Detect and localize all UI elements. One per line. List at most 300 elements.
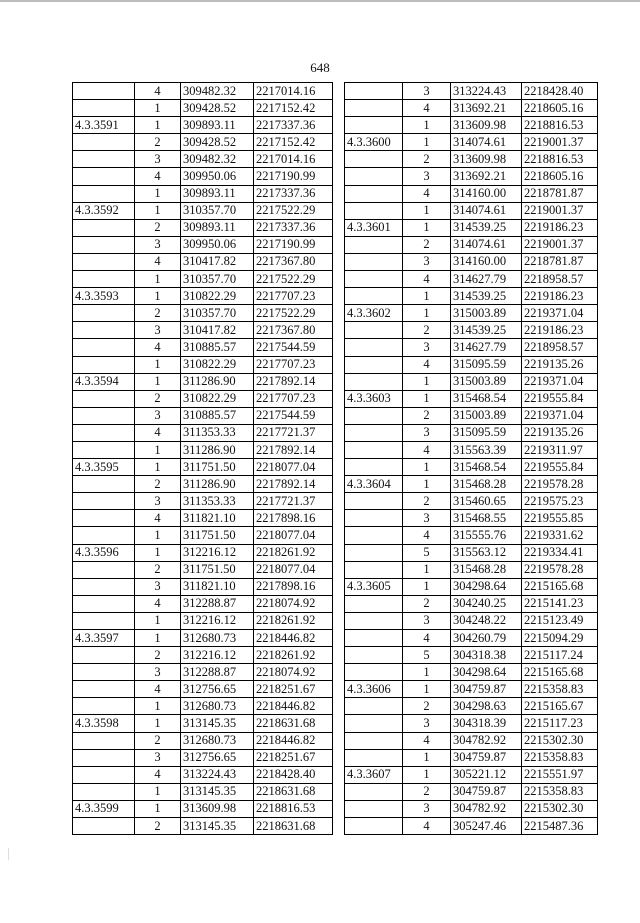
table-row (345, 185, 598, 202)
table-left-body (73, 83, 333, 835)
point-number-cell: 1 (403, 288, 451, 305)
parcel-id-cell (345, 698, 403, 715)
parcel-id-cell (345, 339, 403, 356)
y-coordinate-cell: 2219371.04 (522, 407, 598, 424)
point-number-cell: 2 (135, 134, 181, 151)
parcel-id-cell (73, 253, 135, 270)
coordinates-table-right (344, 82, 598, 835)
x-coordinate-cell: 315468.55 (451, 510, 522, 527)
table-row (345, 681, 598, 698)
parcel-id-cell (345, 168, 403, 185)
table-right-body (345, 83, 598, 835)
point-number-cell: 3 (403, 253, 451, 270)
x-coordinate-cell: 314627.79 (451, 271, 522, 288)
y-coordinate-cell: 2219186.23 (522, 322, 598, 339)
y-coordinate-cell: 2218446.82 (254, 630, 333, 647)
y-coordinate-cell: 2218261.92 (254, 544, 333, 561)
table-row (73, 544, 333, 561)
parcel-id-cell (345, 647, 403, 664)
point-number-cell: 1 (403, 219, 451, 236)
parcel-id-cell (73, 510, 135, 527)
y-coordinate-cell: 2219575.23 (522, 493, 598, 510)
x-coordinate-cell: 314627.79 (451, 339, 522, 356)
table-row (345, 356, 598, 373)
point-number-cell: 1 (135, 271, 181, 288)
x-coordinate-cell: 305221.12 (451, 766, 522, 783)
point-number-cell: 3 (135, 407, 181, 424)
parcel-id-cell (345, 493, 403, 510)
x-coordinate-cell: 304240.25 (451, 595, 522, 612)
table-row (345, 134, 598, 151)
x-coordinate-cell: 311286.90 (181, 373, 254, 390)
table-row (345, 783, 598, 800)
table-row (345, 578, 598, 595)
table-row (73, 715, 333, 732)
x-coordinate-cell: 312680.73 (181, 698, 254, 715)
table-row (345, 561, 598, 578)
x-coordinate-cell: 312288.87 (181, 664, 254, 681)
table-row (73, 373, 333, 390)
parcel-id-cell (345, 83, 403, 100)
table-row (345, 168, 598, 185)
table-row (73, 407, 333, 424)
point-number-cell: 1 (403, 766, 451, 783)
y-coordinate-cell: 2215302.30 (522, 800, 598, 817)
parcel-id-cell (73, 356, 135, 373)
y-coordinate-cell: 2217707.23 (254, 390, 333, 407)
point-number-cell: 4 (135, 510, 181, 527)
x-coordinate-cell: 315468.54 (451, 390, 522, 407)
table-row (345, 766, 598, 783)
point-number-cell: 4 (403, 100, 451, 117)
table-row (73, 185, 333, 202)
table-row (345, 715, 598, 732)
page-number: 648 (310, 60, 330, 75)
x-coordinate-cell: 312216.12 (181, 612, 254, 629)
y-coordinate-cell: 2217152.42 (254, 134, 333, 151)
x-coordinate-cell: 304298.64 (451, 578, 522, 595)
x-coordinate-cell: 311821.10 (181, 510, 254, 527)
point-number-cell: 4 (135, 253, 181, 270)
y-coordinate-cell: 2215358.83 (522, 749, 598, 766)
parcel-id-cell: 4.3.3599 (73, 800, 135, 817)
x-coordinate-cell: 313692.21 (451, 168, 522, 185)
point-number-cell: 2 (135, 219, 181, 236)
point-number-cell: 1 (403, 578, 451, 595)
table-row (345, 527, 598, 544)
parcel-id-cell (73, 476, 135, 493)
table-row (345, 476, 598, 493)
table-row (73, 681, 333, 698)
point-number-cell: 1 (135, 612, 181, 629)
y-coordinate-cell: 2219135.26 (522, 424, 598, 441)
table-row (73, 236, 333, 253)
y-coordinate-cell: 2218631.68 (254, 818, 333, 835)
y-coordinate-cell: 2215094.29 (522, 630, 598, 647)
table-row (345, 339, 598, 356)
parcel-id-cell (345, 236, 403, 253)
y-coordinate-cell: 2219311.97 (522, 441, 598, 458)
point-number-cell: 4 (403, 441, 451, 458)
point-number-cell: 3 (403, 168, 451, 185)
point-number-cell: 4 (403, 271, 451, 288)
table-row (73, 561, 333, 578)
parcel-id-cell (73, 664, 135, 681)
x-coordinate-cell: 313692.21 (451, 100, 522, 117)
y-coordinate-cell: 2217721.37 (254, 493, 333, 510)
y-coordinate-cell: 2219578.28 (522, 476, 598, 493)
y-coordinate-cell: 2217337.36 (254, 185, 333, 202)
parcel-id-cell (345, 715, 403, 732)
table-row (73, 339, 333, 356)
x-coordinate-cell: 309893.11 (181, 117, 254, 134)
point-number-cell: 2 (135, 561, 181, 578)
table-row (345, 236, 598, 253)
point-number-cell: 1 (135, 527, 181, 544)
y-coordinate-cell: 2218251.67 (254, 681, 333, 698)
coordinates-table-left (72, 82, 333, 835)
point-number-cell: 2 (135, 647, 181, 664)
table-row (345, 373, 598, 390)
x-coordinate-cell: 310417.82 (181, 253, 254, 270)
point-number-cell: 1 (135, 117, 181, 134)
table-row (73, 578, 333, 595)
table-row (345, 493, 598, 510)
parcel-id-cell (73, 561, 135, 578)
x-coordinate-cell: 314074.61 (451, 134, 522, 151)
point-number-cell: 3 (135, 578, 181, 595)
y-coordinate-cell: 2219555.84 (522, 390, 598, 407)
point-number-cell: 4 (403, 527, 451, 544)
y-coordinate-cell: 2215117.23 (522, 715, 598, 732)
point-number-cell: 1 (135, 100, 181, 117)
table-row (345, 407, 598, 424)
point-number-cell: 1 (135, 459, 181, 476)
x-coordinate-cell: 311751.50 (181, 527, 254, 544)
scan-edge-mark (8, 848, 9, 860)
table-row (73, 493, 333, 510)
y-coordinate-cell: 2217014.16 (254, 83, 333, 100)
page-top-rule (0, 0, 640, 2)
table-row (345, 202, 598, 219)
point-number-cell: 3 (135, 493, 181, 510)
y-coordinate-cell: 2218631.68 (254, 783, 333, 800)
x-coordinate-cell: 313609.98 (181, 800, 254, 817)
table-row (345, 390, 598, 407)
y-coordinate-cell: 2217367.80 (254, 322, 333, 339)
x-coordinate-cell: 310822.29 (181, 356, 254, 373)
table-row (73, 595, 333, 612)
y-coordinate-cell: 2217892.14 (254, 441, 333, 458)
parcel-id-cell (73, 595, 135, 612)
table-row (73, 83, 333, 100)
parcel-id-cell: 4.3.3593 (73, 288, 135, 305)
parcel-id-cell (73, 732, 135, 749)
y-coordinate-cell: 2218077.04 (254, 561, 333, 578)
table-row (73, 305, 333, 322)
parcel-id-cell (345, 544, 403, 561)
y-coordinate-cell: 2218958.57 (522, 271, 598, 288)
x-coordinate-cell: 313609.98 (451, 151, 522, 168)
point-number-cell: 1 (403, 390, 451, 407)
y-coordinate-cell: 2217014.16 (254, 151, 333, 168)
table-row (345, 322, 598, 339)
table-row (73, 766, 333, 783)
x-coordinate-cell: 315460.65 (451, 493, 522, 510)
parcel-id-cell (345, 459, 403, 476)
point-number-cell: 1 (135, 185, 181, 202)
point-number-cell: 2 (135, 476, 181, 493)
point-number-cell: 4 (403, 818, 451, 835)
table-row (73, 612, 333, 629)
point-number-cell: 3 (403, 800, 451, 817)
parcel-id-cell (345, 271, 403, 288)
parcel-id-cell (345, 424, 403, 441)
x-coordinate-cell: 315095.59 (451, 424, 522, 441)
y-coordinate-cell: 2217892.14 (254, 476, 333, 493)
table-row (73, 219, 333, 236)
y-coordinate-cell: 2217721.37 (254, 424, 333, 441)
parcel-id-cell (73, 168, 135, 185)
y-coordinate-cell: 2217337.36 (254, 117, 333, 134)
table-row (73, 288, 333, 305)
parcel-id-cell (73, 151, 135, 168)
parcel-id-cell: 4.3.3597 (73, 630, 135, 647)
table-row (345, 253, 598, 270)
parcel-id-cell (73, 527, 135, 544)
parcel-id-cell (73, 578, 135, 595)
x-coordinate-cell: 314074.61 (451, 236, 522, 253)
y-coordinate-cell: 2215358.83 (522, 783, 598, 800)
parcel-id-cell: 4.3.3604 (345, 476, 403, 493)
parcel-id-cell: 4.3.3606 (345, 681, 403, 698)
parcel-id-cell (73, 441, 135, 458)
table-row (73, 664, 333, 681)
y-coordinate-cell: 2215165.68 (522, 664, 598, 681)
x-coordinate-cell: 313145.35 (181, 715, 254, 732)
x-coordinate-cell: 304260.79 (451, 630, 522, 647)
table-row (345, 510, 598, 527)
point-number-cell: 1 (135, 373, 181, 390)
y-coordinate-cell: 2217544.59 (254, 407, 333, 424)
x-coordinate-cell: 315468.28 (451, 561, 522, 578)
x-coordinate-cell: 304298.63 (451, 698, 522, 715)
x-coordinate-cell: 311353.33 (181, 424, 254, 441)
x-coordinate-cell: 309428.52 (181, 134, 254, 151)
point-number-cell: 1 (403, 373, 451, 390)
y-coordinate-cell: 2217707.23 (254, 288, 333, 305)
y-coordinate-cell: 2215302.30 (522, 732, 598, 749)
point-number-cell: 1 (135, 715, 181, 732)
table-row (73, 117, 333, 134)
x-coordinate-cell: 312288.87 (181, 595, 254, 612)
point-number-cell: 2 (403, 151, 451, 168)
y-coordinate-cell: 2215123.49 (522, 612, 598, 629)
parcel-id-cell (345, 253, 403, 270)
point-number-cell: 2 (135, 390, 181, 407)
point-number-cell: 1 (135, 356, 181, 373)
point-number-cell: 1 (135, 202, 181, 219)
x-coordinate-cell: 311286.90 (181, 441, 254, 458)
table-row (345, 732, 598, 749)
y-coordinate-cell: 2219555.85 (522, 510, 598, 527)
table-row (73, 527, 333, 544)
point-number-cell: 2 (403, 698, 451, 715)
x-coordinate-cell: 313609.98 (451, 117, 522, 134)
point-number-cell: 4 (403, 630, 451, 647)
parcel-id-cell (345, 527, 403, 544)
point-number-cell: 2 (403, 783, 451, 800)
table-row (345, 647, 598, 664)
parcel-id-cell (345, 202, 403, 219)
x-coordinate-cell: 311353.33 (181, 493, 254, 510)
y-coordinate-cell: 2218261.92 (254, 612, 333, 629)
point-number-cell: 1 (403, 134, 451, 151)
point-number-cell: 4 (135, 595, 181, 612)
y-coordinate-cell: 2217190.99 (254, 236, 333, 253)
parcel-id-cell (345, 732, 403, 749)
table-row (73, 698, 333, 715)
point-number-cell: 4 (135, 424, 181, 441)
x-coordinate-cell: 304298.64 (451, 664, 522, 681)
x-coordinate-cell: 311751.50 (181, 459, 254, 476)
parcel-id-cell (345, 800, 403, 817)
point-number-cell: 5 (403, 647, 451, 664)
y-coordinate-cell: 2218251.67 (254, 749, 333, 766)
parcel-id-cell (345, 749, 403, 766)
table-row (73, 424, 333, 441)
x-coordinate-cell: 313145.35 (181, 818, 254, 835)
point-number-cell: 5 (403, 544, 451, 561)
x-coordinate-cell: 312756.65 (181, 681, 254, 698)
parcel-id-cell: 4.3.3592 (73, 202, 135, 219)
x-coordinate-cell: 310822.29 (181, 288, 254, 305)
parcel-id-cell (345, 151, 403, 168)
y-coordinate-cell: 2219371.04 (522, 305, 598, 322)
y-coordinate-cell: 2218781.87 (522, 185, 598, 202)
table-row (73, 151, 333, 168)
y-coordinate-cell: 2218428.40 (522, 83, 598, 100)
y-coordinate-cell: 2217190.99 (254, 168, 333, 185)
parcel-id-cell (73, 390, 135, 407)
parcel-id-cell (73, 783, 135, 800)
y-coordinate-cell: 2219371.04 (522, 373, 598, 390)
x-coordinate-cell: 310357.70 (181, 271, 254, 288)
table-row (345, 544, 598, 561)
point-number-cell: 2 (403, 236, 451, 253)
parcel-id-cell: 4.3.3600 (345, 134, 403, 151)
point-number-cell: 4 (135, 168, 181, 185)
y-coordinate-cell: 2219135.26 (522, 356, 598, 373)
table-row (345, 83, 598, 100)
x-coordinate-cell: 313224.43 (181, 766, 254, 783)
parcel-id-cell (345, 510, 403, 527)
y-coordinate-cell: 2217898.16 (254, 510, 333, 527)
parcel-id-cell: 4.3.3598 (73, 715, 135, 732)
point-number-cell: 1 (135, 288, 181, 305)
x-coordinate-cell: 310357.70 (181, 202, 254, 219)
point-number-cell: 3 (135, 749, 181, 766)
y-coordinate-cell: 2218428.40 (254, 766, 333, 783)
y-coordinate-cell: 2217522.29 (254, 202, 333, 219)
x-coordinate-cell: 313224.43 (451, 83, 522, 100)
x-coordinate-cell: 314074.61 (451, 202, 522, 219)
parcel-id-cell (73, 305, 135, 322)
point-number-cell: 1 (135, 698, 181, 715)
point-number-cell: 2 (403, 322, 451, 339)
parcel-id-cell: 4.3.3601 (345, 219, 403, 236)
parcel-id-cell: 4.3.3605 (345, 578, 403, 595)
table-row (345, 698, 598, 715)
parcel-id-cell: 4.3.3602 (345, 305, 403, 322)
table-row (345, 800, 598, 817)
x-coordinate-cell: 312680.73 (181, 630, 254, 647)
table-row (73, 818, 333, 835)
x-coordinate-cell: 305247.46 (451, 818, 522, 835)
x-coordinate-cell: 312216.12 (181, 647, 254, 664)
parcel-id-cell: 4.3.3591 (73, 117, 135, 134)
x-coordinate-cell: 311821.10 (181, 578, 254, 595)
point-number-cell: 1 (403, 459, 451, 476)
x-coordinate-cell: 315563.39 (451, 441, 522, 458)
point-number-cell: 4 (403, 356, 451, 373)
x-coordinate-cell: 314160.00 (451, 253, 522, 270)
y-coordinate-cell: 2215165.67 (522, 698, 598, 715)
y-coordinate-cell: 2218631.68 (254, 715, 333, 732)
x-coordinate-cell: 304759.87 (451, 749, 522, 766)
x-coordinate-cell: 310885.57 (181, 339, 254, 356)
y-coordinate-cell: 2218074.92 (254, 664, 333, 681)
parcel-id-cell (73, 134, 135, 151)
x-coordinate-cell: 304759.87 (451, 681, 522, 698)
point-number-cell: 3 (403, 339, 451, 356)
parcel-id-cell (345, 117, 403, 134)
point-number-cell: 3 (403, 612, 451, 629)
table-row (345, 288, 598, 305)
y-coordinate-cell: 2218816.53 (522, 117, 598, 134)
y-coordinate-cell: 2218816.53 (254, 800, 333, 817)
parcel-id-cell (345, 818, 403, 835)
parcel-id-cell (345, 100, 403, 117)
point-number-cell: 1 (403, 561, 451, 578)
table-row (73, 459, 333, 476)
x-coordinate-cell: 309482.32 (181, 151, 254, 168)
y-coordinate-cell: 2219001.37 (522, 236, 598, 253)
y-coordinate-cell: 2217367.80 (254, 253, 333, 270)
point-number-cell: 1 (135, 800, 181, 817)
x-coordinate-cell: 304782.92 (451, 732, 522, 749)
y-coordinate-cell: 2219555.84 (522, 459, 598, 476)
table-row (73, 202, 333, 219)
table-row (73, 732, 333, 749)
parcel-id-cell (345, 630, 403, 647)
parcel-id-cell (345, 407, 403, 424)
parcel-id-cell (73, 681, 135, 698)
parcel-id-cell (73, 322, 135, 339)
parcel-id-cell (345, 561, 403, 578)
y-coordinate-cell: 2215358.83 (522, 681, 598, 698)
parcel-id-cell: 4.3.3595 (73, 459, 135, 476)
point-number-cell: 2 (403, 407, 451, 424)
x-coordinate-cell: 312680.73 (181, 732, 254, 749)
point-number-cell: 4 (135, 339, 181, 356)
parcel-id-cell (73, 818, 135, 835)
parcel-id-cell (345, 612, 403, 629)
y-coordinate-cell: 2215487.36 (522, 818, 598, 835)
y-coordinate-cell: 2217898.16 (254, 578, 333, 595)
x-coordinate-cell: 309428.52 (181, 100, 254, 117)
parcel-id-cell (73, 185, 135, 202)
